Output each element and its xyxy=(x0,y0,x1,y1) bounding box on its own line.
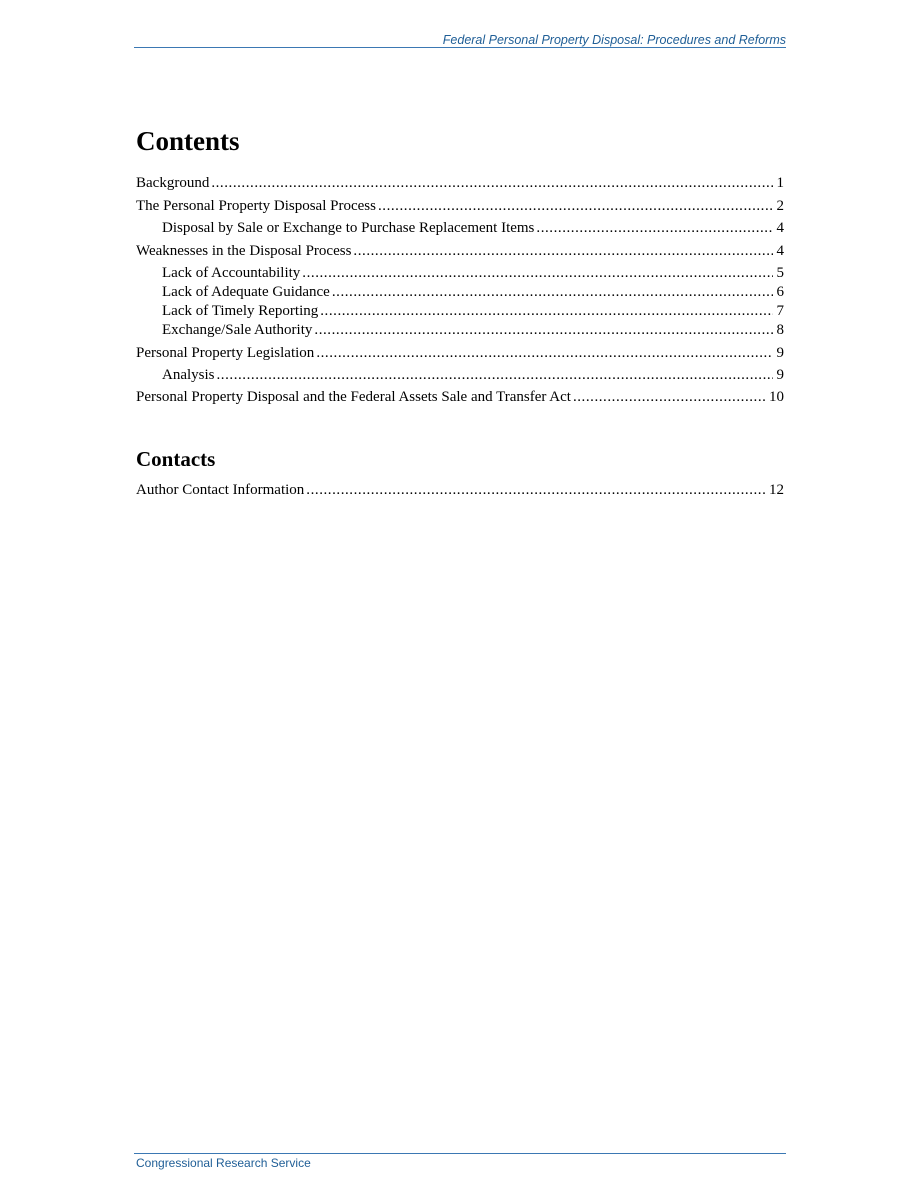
dot-leader xyxy=(217,366,773,384)
dot-leader xyxy=(378,197,773,215)
toc-entry-weaknesses[interactable] xyxy=(136,242,784,260)
toc-page-number: 1 xyxy=(776,175,784,191)
toc-entry-label: The Personal Property Disposal Process xyxy=(136,198,376,214)
toc-page-number: 8 xyxy=(776,322,784,338)
toc-entry-background[interactable] xyxy=(136,174,784,192)
dot-leader xyxy=(314,321,772,339)
dot-leader xyxy=(302,264,772,282)
header-rule xyxy=(134,47,786,48)
toc-entry-fast-act[interactable] xyxy=(136,388,784,406)
toc-entry-label: Lack of Timely Reporting xyxy=(162,303,319,319)
toc-entry-guidance[interactable] xyxy=(162,283,784,301)
toc-page-number: 5 xyxy=(776,265,784,281)
toc-entry-label: Lack of Adequate Guidance xyxy=(162,284,330,300)
toc-entry-author-contact[interactable] xyxy=(136,481,784,499)
dot-leader xyxy=(306,481,765,499)
dot-leader xyxy=(320,302,772,320)
dot-leader xyxy=(211,174,772,192)
toc-entry-reporting[interactable] xyxy=(162,302,784,320)
running-header-title: Federal Personal Property Disposal: Procedures and Reforms xyxy=(442,33,786,47)
toc-page-number: 9 xyxy=(776,345,784,361)
toc-page-number: 4 xyxy=(776,243,784,259)
toc-entry-label: Lack of Accountability xyxy=(162,265,301,281)
footer-rule xyxy=(134,1153,786,1154)
toc-page-number: 12 xyxy=(769,482,784,498)
toc-entry-label: Personal Property Legislation xyxy=(136,345,315,361)
contacts-heading: Contacts xyxy=(136,447,216,471)
toc-entry-label: Personal Property Disposal and the Federal Assets Sale and Transfer Act xyxy=(136,389,571,405)
dot-leader xyxy=(536,219,772,237)
toc-page-number: 10 xyxy=(769,389,784,405)
toc-entry-label: Exchange/Sale Authority xyxy=(162,322,313,338)
footer-organization: Congressional Research Service xyxy=(136,1156,311,1170)
toc-entry-label: Disposal by Sale or Exchange to Purchase Replacement Items xyxy=(162,220,535,236)
toc-page-number: 7 xyxy=(776,303,784,319)
dot-leader xyxy=(316,344,772,362)
toc-page-number: 4 xyxy=(776,220,784,236)
toc-entry-label: Background xyxy=(136,175,210,191)
dot-leader xyxy=(573,388,765,406)
toc-entry-label: Analysis xyxy=(162,367,215,383)
toc-entry-exchange-sale[interactable] xyxy=(162,321,784,339)
toc-entry-disposal-process[interactable] xyxy=(136,197,784,215)
dot-leader xyxy=(353,242,772,260)
toc-page-number: 6 xyxy=(776,284,784,300)
toc-entry-accountability[interactable] xyxy=(162,264,784,282)
toc-page-number: 9 xyxy=(776,367,784,383)
toc-entry-analysis[interactable] xyxy=(162,366,784,384)
toc-entry-legislation[interactable] xyxy=(136,344,784,362)
toc-page-number: 2 xyxy=(776,198,784,214)
contents-heading: Contents xyxy=(136,126,240,156)
toc-entry-disposal-by-sale[interactable] xyxy=(162,219,784,237)
toc-entry-label: Author Contact Information xyxy=(136,482,305,498)
dot-leader xyxy=(332,283,773,301)
toc-entry-label: Weaknesses in the Disposal Process xyxy=(136,243,352,259)
